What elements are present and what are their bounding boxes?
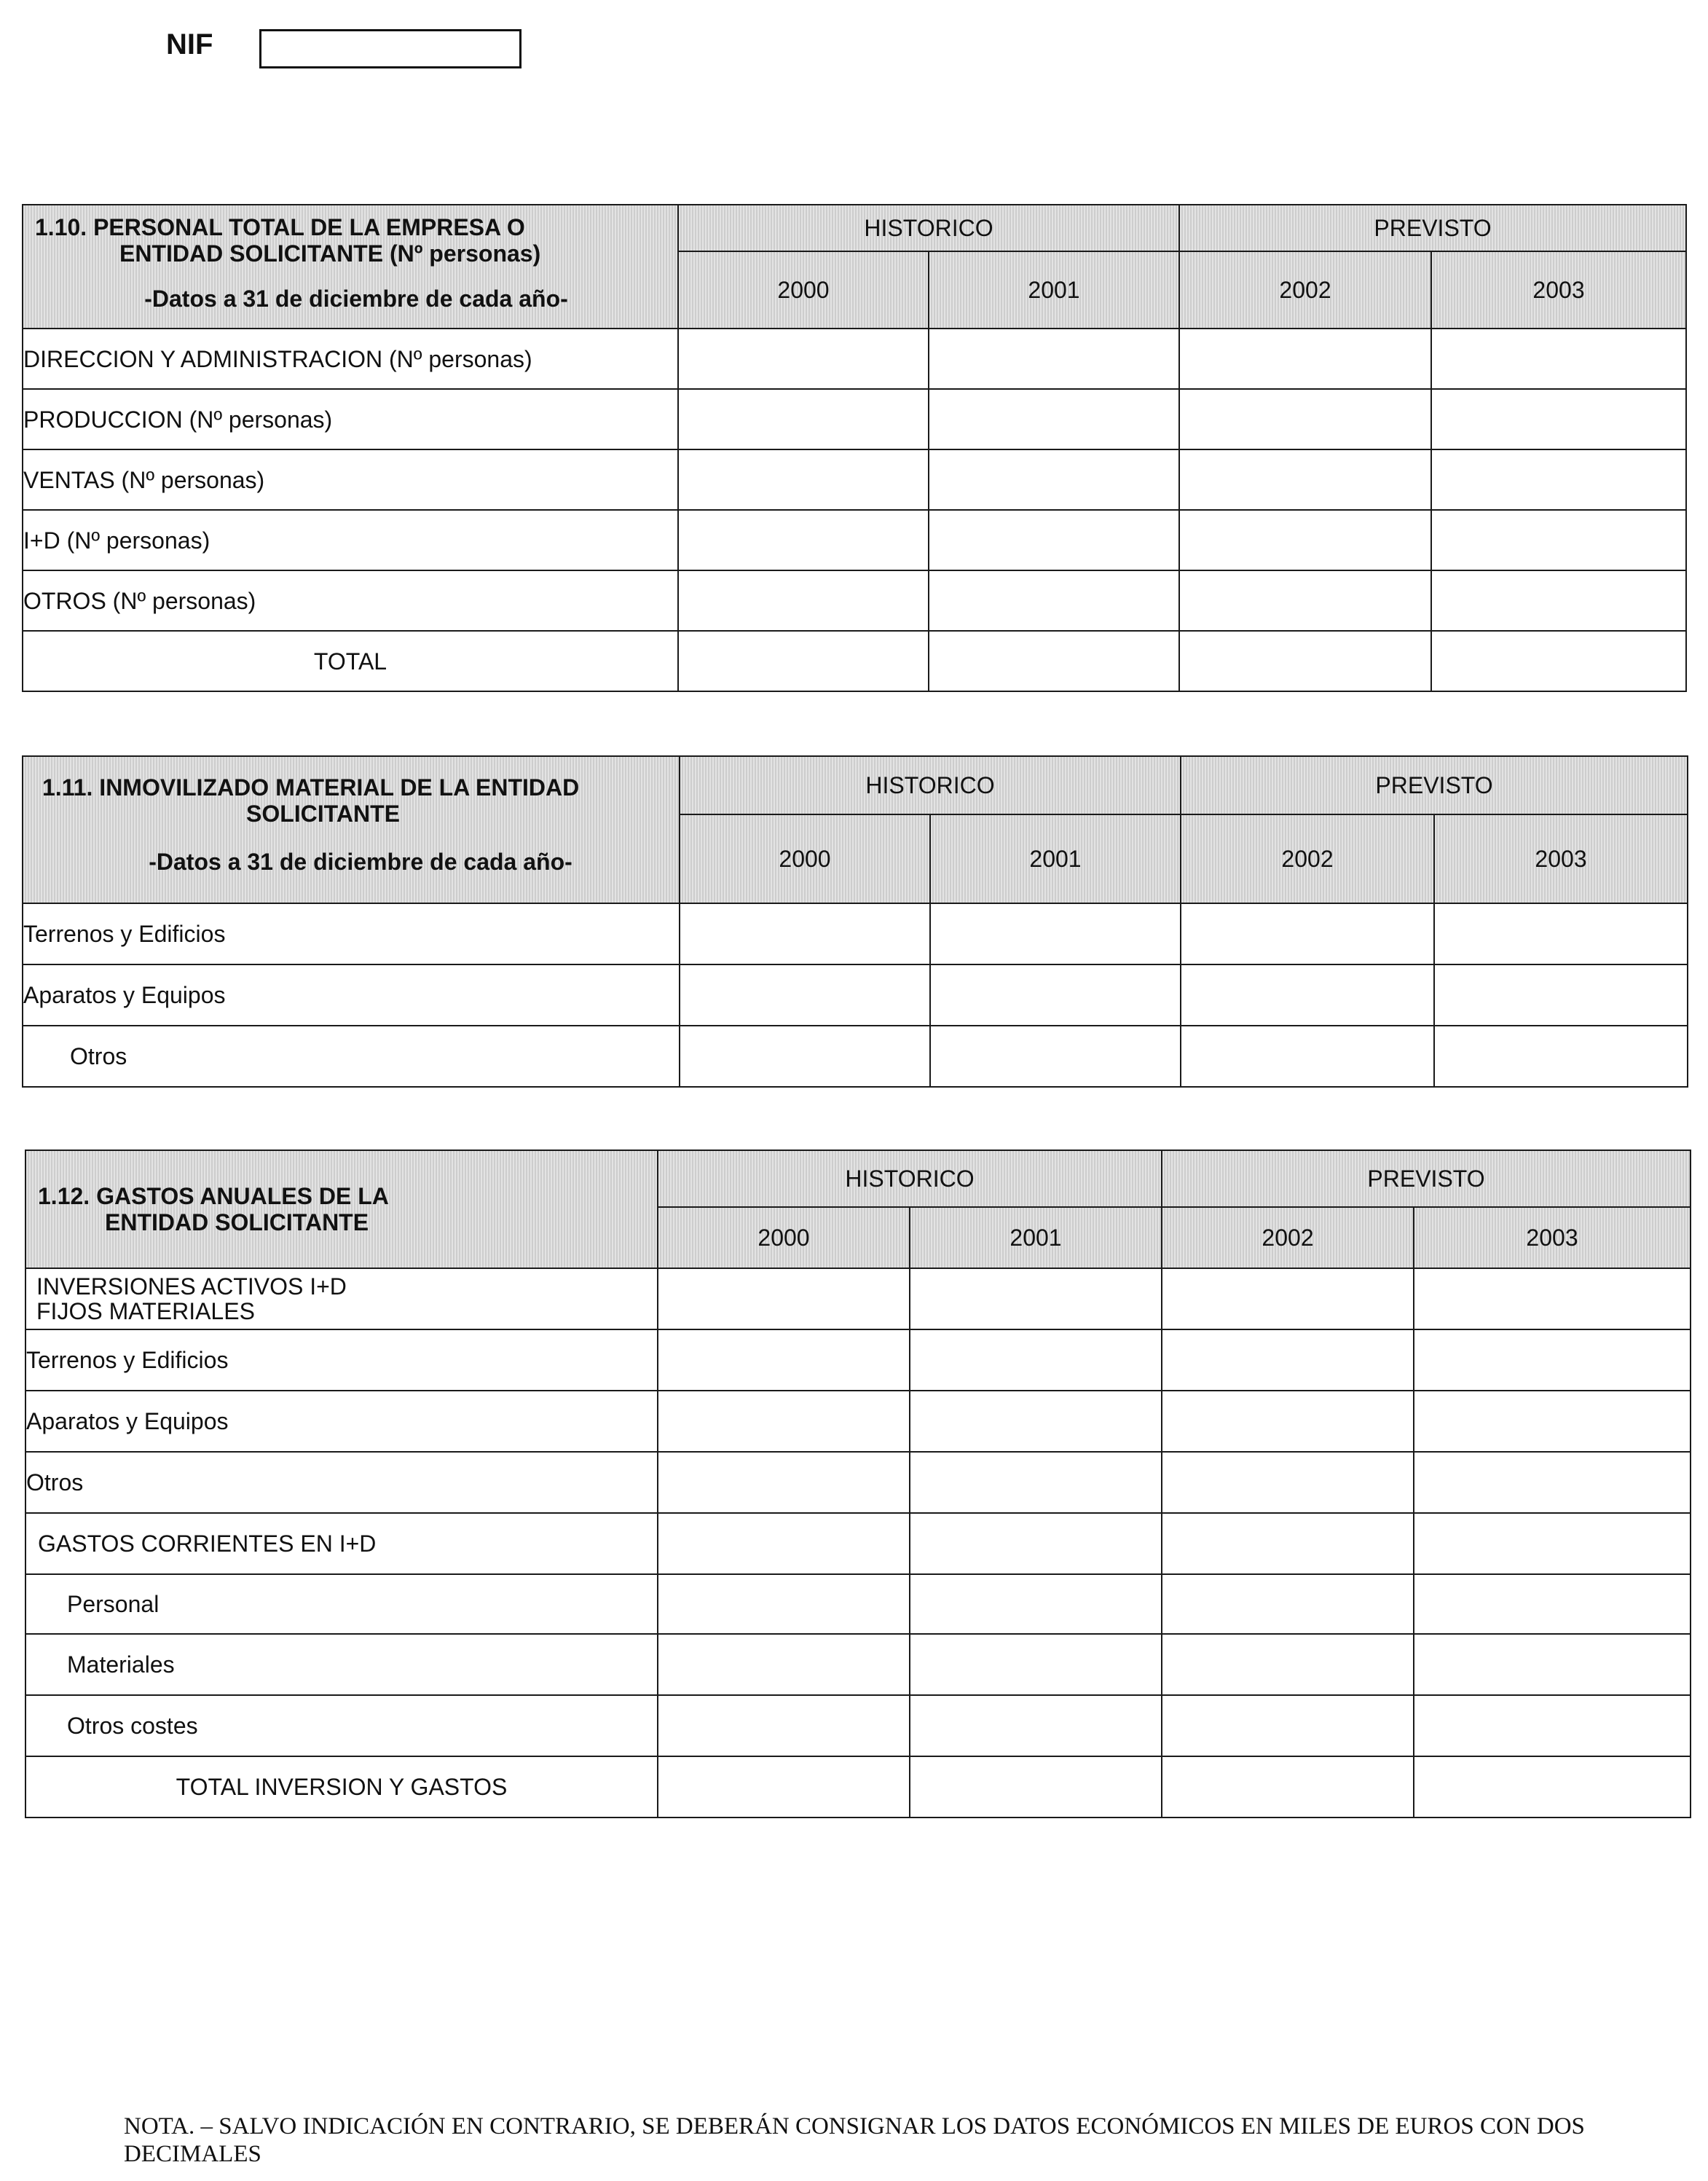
table-gastos-anuales — [25, 1150, 1691, 1818]
header-historico: HISTORICO — [658, 1150, 1162, 1207]
data-cell[interactable] — [1162, 1513, 1414, 1574]
data-cell[interactable] — [1162, 1756, 1414, 1818]
data-cell[interactable] — [1434, 903, 1688, 964]
row-label-total: TOTAL INVERSION Y GASTOS — [25, 1756, 658, 1818]
data-cell[interactable] — [929, 449, 1179, 510]
data-cell[interactable] — [1414, 1329, 1691, 1391]
row-label: OTROS (Nº personas) — [23, 570, 678, 631]
data-cell[interactable] — [680, 1026, 930, 1087]
nif-label: NIF — [166, 28, 213, 60]
data-cell[interactable] — [1181, 1026, 1434, 1087]
section-subtitle: -Datos a 31 de diciembre de cada año- — [144, 286, 568, 312]
data-cell[interactable] — [1431, 449, 1686, 510]
data-cell[interactable] — [658, 1695, 910, 1756]
data-cell[interactable] — [1179, 570, 1431, 631]
row-label: Terrenos y Edificios — [23, 903, 680, 964]
data-cell[interactable] — [1414, 1268, 1691, 1329]
row-label: I+D (Nº personas) — [23, 510, 678, 570]
data-cell[interactable] — [658, 1268, 910, 1329]
section-title-1-12 — [25, 1150, 658, 1268]
data-cell[interactable] — [929, 329, 1179, 389]
header-year: 2000 — [678, 251, 929, 329]
table-personal-total — [22, 204, 1687, 692]
data-cell[interactable] — [1414, 1756, 1691, 1818]
nif-input[interactable] — [259, 29, 522, 68]
row-label: Terrenos y Edificios — [25, 1329, 658, 1391]
row-label: DIRECCION Y ADMINISTRACION (Nº personas) — [23, 329, 678, 389]
data-cell[interactable] — [910, 1391, 1162, 1452]
data-cell[interactable] — [1181, 964, 1434, 1026]
data-cell[interactable] — [1162, 1329, 1414, 1391]
data-cell[interactable] — [910, 1574, 1162, 1634]
data-cell[interactable] — [1179, 329, 1431, 389]
header-year: 2001 — [910, 1207, 1162, 1268]
data-cell[interactable] — [1414, 1452, 1691, 1513]
data-cell[interactable] — [1162, 1391, 1414, 1452]
header-year: 2002 — [1181, 814, 1434, 903]
section-title-line-1: 1.12. GASTOS ANUALES DE LA — [38, 1183, 389, 1209]
data-cell[interactable] — [658, 1391, 910, 1452]
data-cell[interactable] — [1431, 329, 1686, 389]
data-cell[interactable] — [680, 964, 930, 1026]
header-previsto: PREVISTO — [1162, 1150, 1691, 1207]
data-cell[interactable] — [1179, 389, 1431, 449]
header-year: 2000 — [658, 1207, 910, 1268]
data-cell[interactable] — [910, 1634, 1162, 1695]
header-year: 2001 — [929, 251, 1179, 329]
header-historico: HISTORICO — [678, 205, 1179, 251]
header-year: 2001 — [930, 814, 1181, 903]
section-subtitle: -Datos a 31 de diciembre de cada año- — [149, 849, 572, 875]
data-cell[interactable] — [1162, 1695, 1414, 1756]
row-label: PRODUCCION (Nº personas) — [23, 389, 678, 449]
data-cell[interactable] — [1414, 1574, 1691, 1634]
section-title-line-2: ENTIDAD SOLICITANTE — [105, 1209, 369, 1235]
data-cell[interactable] — [910, 1695, 1162, 1756]
data-cell[interactable] — [1431, 510, 1686, 570]
data-cell[interactable] — [929, 631, 1179, 691]
row-label: Personal — [25, 1574, 658, 1634]
data-cell[interactable] — [680, 903, 930, 964]
header-year: 2003 — [1431, 251, 1686, 329]
data-cell[interactable] — [658, 1329, 910, 1391]
row-label: Otros — [25, 1452, 658, 1513]
data-cell[interactable] — [910, 1452, 1162, 1513]
data-cell[interactable] — [1179, 449, 1431, 510]
data-cell[interactable] — [929, 510, 1179, 570]
data-cell[interactable] — [658, 1513, 910, 1574]
section-title-line-2: SOLICITANTE — [246, 801, 400, 827]
data-cell[interactable] — [678, 631, 929, 691]
section-title-line-2: ENTIDAD SOLICITANTE (Nº personas) — [119, 240, 541, 267]
row-label-total: TOTAL — [23, 631, 678, 691]
section-title-line-1: 1.10. PERSONAL TOTAL DE LA EMPRESA O — [35, 214, 525, 240]
data-cell[interactable] — [678, 570, 929, 631]
row-label: Materiales — [25, 1634, 658, 1695]
data-cell[interactable] — [1434, 1026, 1688, 1087]
data-cell[interactable] — [1162, 1574, 1414, 1634]
data-cell[interactable] — [930, 903, 1181, 964]
header-year: 2000 — [680, 814, 930, 903]
data-cell[interactable] — [1434, 964, 1688, 1026]
data-cell[interactable] — [1162, 1452, 1414, 1513]
data-cell[interactable] — [1414, 1695, 1691, 1756]
data-cell[interactable] — [1414, 1513, 1691, 1574]
data-cell[interactable] — [658, 1756, 910, 1818]
data-cell[interactable] — [1431, 389, 1686, 449]
header-year: 2003 — [1434, 814, 1688, 903]
row-label: VENTAS (Nº personas) — [23, 449, 678, 510]
section-title-1-11 — [23, 756, 680, 903]
data-cell[interactable] — [930, 1026, 1181, 1087]
header-year: 2002 — [1162, 1207, 1414, 1268]
data-cell[interactable] — [1431, 631, 1686, 691]
row-label: GASTOS CORRIENTES EN I+D — [25, 1513, 658, 1574]
data-cell[interactable] — [910, 1268, 1162, 1329]
data-cell[interactable] — [910, 1513, 1162, 1574]
header-previsto: PREVISTO — [1181, 756, 1688, 814]
data-cell[interactable] — [1181, 903, 1434, 964]
row-label: Otros — [23, 1026, 680, 1087]
data-cell[interactable] — [1431, 570, 1686, 631]
row-label: Aparatos y Equipos — [25, 1391, 658, 1452]
data-cell[interactable] — [678, 449, 929, 510]
table-inmovilizado-material — [22, 755, 1688, 1088]
row-label: Aparatos y Equipos — [23, 964, 680, 1026]
footer-note: NOTA. – SALVO INDICACIÓN EN CONTRARIO, SE DEBERÁN CONSIGNAR LOS DATOS ECONÓMICOS EN MILES DE EUROS CON DOS DECIMALES — [124, 2113, 1585, 2167]
data-cell[interactable] — [1179, 510, 1431, 570]
data-cell[interactable] — [930, 964, 1181, 1026]
data-cell[interactable] — [1162, 1268, 1414, 1329]
data-cell[interactable] — [1414, 1634, 1691, 1695]
data-cell[interactable] — [658, 1574, 910, 1634]
data-cell[interactable] — [910, 1756, 1162, 1818]
data-cell[interactable] — [910, 1329, 1162, 1391]
data-cell[interactable] — [929, 389, 1179, 449]
data-cell[interactable] — [678, 510, 929, 570]
data-cell[interactable] — [929, 570, 1179, 631]
header-historico: HISTORICO — [680, 756, 1181, 814]
section-title-1-10 — [23, 205, 678, 329]
data-cell[interactable] — [658, 1634, 910, 1695]
data-cell[interactable] — [1179, 631, 1431, 691]
data-cell[interactable] — [658, 1452, 910, 1513]
data-cell[interactable] — [678, 329, 929, 389]
row-label: INVERSIONES ACTIVOS I+D FIJOS MATERIALES — [25, 1268, 658, 1329]
header-previsto: PREVISTO — [1179, 205, 1686, 251]
section-title-line-1: 1.11. INMOVILIZADO MATERIAL DE LA ENTIDAD — [42, 774, 580, 801]
data-cell[interactable] — [1162, 1634, 1414, 1695]
data-cell[interactable] — [678, 389, 929, 449]
header-year: 2003 — [1414, 1207, 1691, 1268]
header-year: 2002 — [1179, 251, 1431, 329]
data-cell[interactable] — [1414, 1391, 1691, 1452]
row-label: Otros costes — [25, 1695, 658, 1756]
